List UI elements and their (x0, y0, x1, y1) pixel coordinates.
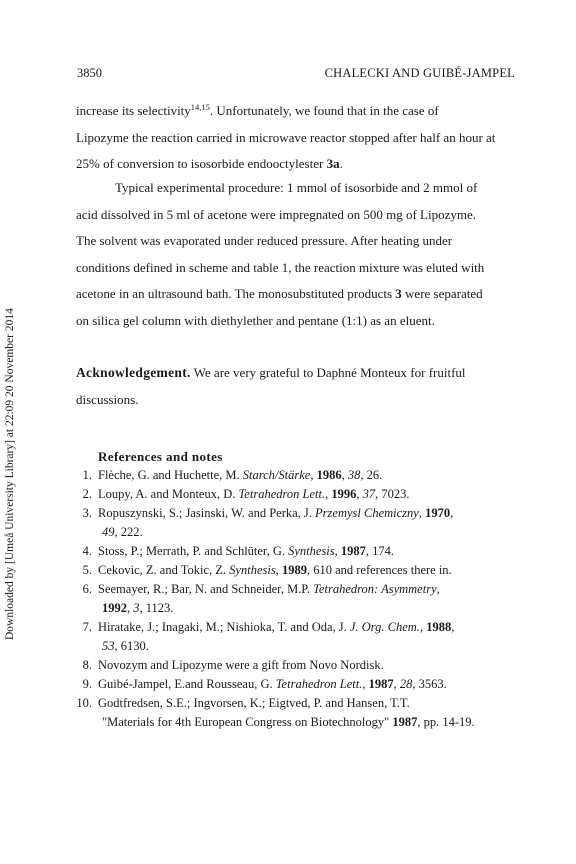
running-title: CHALECKI AND GUIBÉ-JAMPEL (324, 66, 515, 80)
reference-item: 6. Seemayer, R.; Bar, N. and Schneider, M.P. Tetrahedron: Asymmetry, 1992, 3, 1123. (82, 582, 440, 615)
paragraph-intro (76, 94, 516, 178)
reference-item: 5. Cekovic, Z. and Tokic, Z. Synthesis, 1989, 610 and references there in. (82, 563, 452, 577)
reference-item: 2. Loupy, A. and Monteux, D. Tetrahedron Lett., 1996, 37, 7023. (82, 487, 410, 501)
text-line: increase its selectivity$^{14,15}$. Unfortunately, we found that in the case of (76, 102, 439, 118)
text-line: Lipozyme the reaction carried in microwave reactor stopped after half an hour at (76, 129, 496, 145)
reference-item: 3. Ropuszynski, S.; Jasinski, W. and Perka, J. Przemysl Chemiczny, 1970, 49, 222. (82, 506, 454, 539)
text-line: 25% of conversion to isosorbide endooctylester 3a. (76, 156, 343, 171)
download-watermark: Downloaded by [Umeå University Library] at 22:09 20 November 2014 (4, 308, 16, 640)
page-number: 3850 (77, 66, 102, 80)
reference-item: 10. Godtfredsen, S.E.; Ingvorsen, K.; Eigtved, P. and Hansen, T.T. "Materials for 4th European Congress on Biotechnology" 1987, pp. 14-19. (76, 696, 475, 729)
reference-list (76, 466, 526, 732)
reference-item: 1. Flèche, G. and Huchette, M. Starch/Stärke, 1986, 38, 26. (82, 468, 383, 482)
references-heading: References and notes (98, 449, 223, 464)
acknowledgement: Acknowledgement. We are very grateful to Daphné Monteux for fruitful discussions. (76, 365, 466, 407)
paragraph-procedure: Typical experimental procedure: 1 mmol of isosorbide and 2 mmol of acid dissolved in 5 ml of acetone were impregnated on 500 mg of Lipozyme. The solvent was evaporated under reduced pressure. After heating under conditions defined in scheme and table 1, the reaction mixture was eluted with acetone in an ultrasound bath. The monosubstituted products 3 were separated on silica gel column with diethylether and pentane (1:1) as an eluent. (76, 180, 485, 328)
reference-item: 8. Novozym and Lipozyme were a gift from Novo Nordisk. (82, 658, 384, 672)
citation-superscript: 14,15 (190, 102, 210, 112)
reference-item: 9. Guibé-Jampel, E.and Rousseau, G. Tetrahedron Lett., 1987, 28, 3563. (82, 677, 447, 691)
compound-ref: 3 (395, 286, 402, 301)
acknowledgement-heading: Acknowledgement. (76, 365, 191, 380)
compound-ref: 3a (326, 156, 340, 171)
reference-item: 4. Stoss, P.; Merrath, P. and Schlüter, G. Synthesis, 1987, 174. (82, 544, 395, 558)
reference-item: 7. Hiratake, J.; Inagaki, M.; Nishioka, T. and Oda, J. J. Org. Chem., 1988, 53, 6130. (82, 620, 455, 653)
